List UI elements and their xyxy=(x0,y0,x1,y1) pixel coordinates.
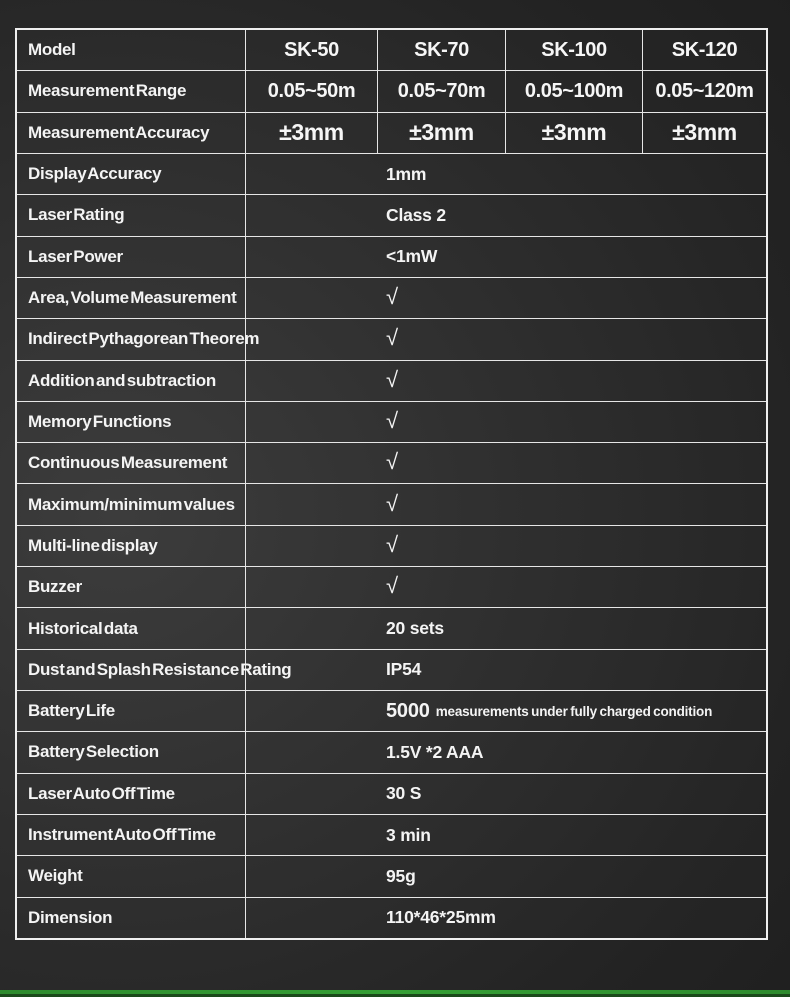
table-row xyxy=(17,814,766,855)
row-value-text: 20 sets xyxy=(386,618,444,639)
row-value-text: 30 S xyxy=(386,783,422,804)
row-label: Measurement Accuracy xyxy=(17,113,246,153)
row-value xyxy=(246,608,766,648)
table-row xyxy=(17,194,766,235)
row-value xyxy=(246,278,766,318)
row-value xyxy=(246,898,766,938)
range-cell-sk100: 0.05~100m xyxy=(505,71,642,111)
row-label: Laser Power xyxy=(17,237,246,277)
row-value-text: √ xyxy=(386,531,398,557)
row-value xyxy=(246,361,766,401)
row-value xyxy=(246,484,766,524)
accuracy-cell-sk120: ±3mm xyxy=(642,113,766,153)
row-label: Memory Functions xyxy=(17,402,246,442)
row-value-text: 1mm xyxy=(386,163,427,184)
row-value-text: √ xyxy=(386,407,398,433)
row-value-text: √ xyxy=(386,284,398,310)
model-cell-sk70: SK-70 xyxy=(377,30,505,70)
row-label: Addition and subtraction xyxy=(17,361,246,401)
spec-table xyxy=(15,28,768,940)
row-value-text: √ xyxy=(386,366,398,392)
row-value-text: Class 2 xyxy=(386,204,446,225)
row-value-text: IP54 xyxy=(386,659,422,680)
table-row xyxy=(17,277,766,318)
row-value xyxy=(246,567,766,607)
row-value xyxy=(246,154,766,194)
table-row xyxy=(17,360,766,401)
accuracy-cell-sk50: ±3mm xyxy=(279,119,344,146)
table-row xyxy=(17,483,766,524)
row-value-text: 95g xyxy=(386,865,416,886)
row-value-text: √ xyxy=(386,449,398,475)
row-value xyxy=(246,402,766,442)
row-value xyxy=(246,195,766,235)
row-label: Measurement Range xyxy=(17,71,246,111)
row-label: Display Accuracy xyxy=(17,154,246,194)
row-label: Area, Volume Measurement xyxy=(17,278,246,318)
row-value xyxy=(246,732,766,772)
row-value-text: √ xyxy=(386,573,398,599)
row-value xyxy=(246,650,766,690)
table-row-measurement-accuracy xyxy=(17,112,766,153)
accuracy-cell-sk100: ±3mm xyxy=(505,113,642,153)
table-row xyxy=(17,318,766,359)
table-row xyxy=(17,401,766,442)
row-label: Instrument Auto Off Time xyxy=(17,815,246,855)
row-value-text: √ xyxy=(386,325,398,351)
model-cell-sk50: SK-50 xyxy=(284,38,339,61)
row-value xyxy=(246,774,766,814)
row-value xyxy=(246,691,766,731)
table-row-measurement-range xyxy=(17,70,766,111)
table-row xyxy=(17,525,766,566)
row-label: Model xyxy=(17,30,246,70)
row-value-suffix: measurements under fully charged condition xyxy=(435,703,713,719)
table-row xyxy=(17,566,766,607)
row-value xyxy=(246,443,766,483)
row-value xyxy=(246,856,766,896)
row-label: Multi-line display xyxy=(17,526,246,566)
row-label: Dimension xyxy=(17,898,246,938)
row-label: Dust and Splash Resistance Rating xyxy=(17,650,246,690)
table-row xyxy=(17,773,766,814)
row-value-text: 1.5V *2 AAA xyxy=(386,741,484,762)
row-value-text: <1mW xyxy=(386,246,438,267)
row-label: Indirect Pythagorean Theorem xyxy=(17,319,246,359)
row-value xyxy=(246,815,766,855)
table-row xyxy=(17,649,766,690)
row-label: Laser Rating xyxy=(17,195,246,235)
row-value-text: 110*46*25mm xyxy=(386,907,496,928)
row-label: Buzzer xyxy=(17,567,246,607)
table-row xyxy=(17,855,766,896)
row-label: Maximum/minimum values xyxy=(17,484,246,524)
table-row xyxy=(17,731,766,772)
table-row-model xyxy=(17,30,766,70)
row-label: Weight xyxy=(17,856,246,896)
table-row xyxy=(17,897,766,938)
accuracy-cell-sk70: ±3mm xyxy=(377,113,505,153)
row-label: Continuous Measurement xyxy=(17,443,246,483)
range-cell-sk70: 0.05~70m xyxy=(377,71,505,111)
row-label: Historical data xyxy=(17,608,246,648)
table-row xyxy=(17,690,766,731)
row-label: Battery Selection xyxy=(17,732,246,772)
model-cell-sk120: SK-120 xyxy=(642,30,766,70)
row-value xyxy=(246,526,766,566)
table-row xyxy=(17,236,766,277)
range-cell-sk50: 0.05~50m xyxy=(267,79,356,102)
row-value-text: 5000 xyxy=(386,699,430,722)
table-row xyxy=(17,442,766,483)
row-value xyxy=(246,237,766,277)
range-cell-sk120: 0.05~120m xyxy=(642,71,766,111)
table-row xyxy=(17,607,766,648)
table-row xyxy=(17,153,766,194)
row-value xyxy=(246,319,766,359)
row-label: Battery Life xyxy=(17,691,246,731)
model-cell-sk100: SK-100 xyxy=(505,30,642,70)
row-value-text: 3 min xyxy=(386,824,431,845)
row-label: Laser Auto Off Time xyxy=(17,774,246,814)
row-value-text: √ xyxy=(386,490,398,516)
